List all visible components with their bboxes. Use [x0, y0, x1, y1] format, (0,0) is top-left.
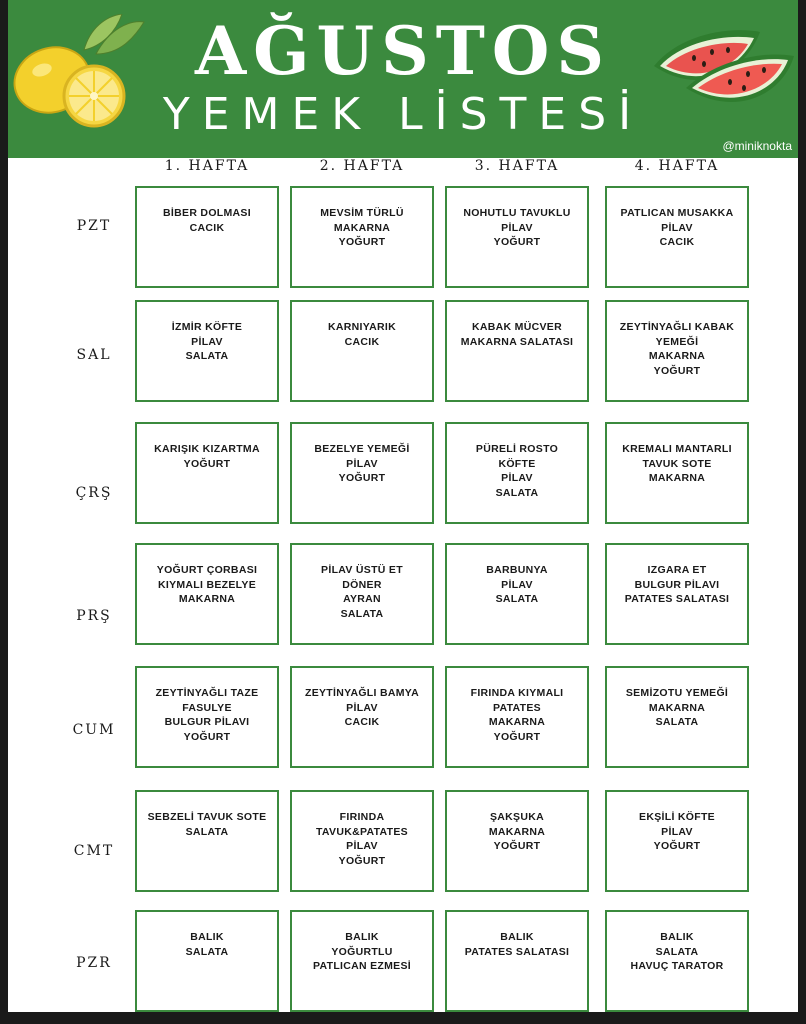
meal-item: SALATA	[340, 607, 384, 620]
menu-cell	[290, 186, 434, 288]
meal-item: SALATA	[185, 350, 229, 362]
meal-item: İZMİR KÖFTE	[171, 321, 243, 333]
header-banner	[8, 0, 798, 158]
meal-item: YOĞURT	[493, 730, 541, 743]
meal-item: YOĞURT ÇORBASI	[156, 564, 258, 576]
meal-item: SALATA	[655, 945, 699, 958]
day-label-prş: PRŞ	[76, 608, 112, 624]
meal-list	[141, 563, 273, 607]
meal-item: SALATA	[655, 716, 699, 728]
meal-item: YOĞURT	[653, 840, 701, 852]
meal-item: PİLAV	[346, 840, 378, 852]
menu-cell	[445, 186, 589, 288]
meal-item: BALIK	[500, 931, 534, 943]
menu-cell	[135, 422, 279, 524]
meal-list	[611, 442, 743, 486]
menu-cell	[135, 186, 279, 288]
meal-item: SALATA	[185, 945, 229, 958]
day-label-cum: CUM	[72, 722, 116, 738]
meal-item: IZGARA ET	[647, 564, 707, 576]
menu-cell	[605, 910, 749, 1012]
meal-item: PÜRELİ ROSTO	[475, 443, 559, 455]
meal-item: PİLAV ÜSTÜ ET	[321, 564, 403, 576]
meal-list	[141, 442, 273, 471]
meal-item: MAKARNA	[648, 472, 706, 484]
meal-item: SALATA	[495, 593, 539, 605]
menu-cell	[290, 910, 434, 1012]
menu-cell	[290, 543, 434, 645]
meal-item: SALATA	[185, 825, 229, 838]
meal-item: PATATES	[493, 701, 541, 714]
day-label-çrş: ÇRŞ	[75, 485, 113, 501]
meal-list	[141, 930, 273, 959]
menu-cell	[445, 910, 589, 1012]
meal-item: PİLAV	[501, 221, 533, 234]
meal-item: BULGUR PİLAVI	[634, 578, 720, 591]
day-label-pzt: PZT	[76, 218, 112, 234]
meal-item: YOĞURT	[338, 236, 386, 248]
page-title: AĞUSTOS	[194, 12, 612, 90]
meal-list	[296, 810, 428, 868]
meal-list	[611, 563, 743, 607]
week-header-2: 2. HAFTA	[319, 158, 405, 174]
meal-item: ZEYTİNYAĞLI KABAK	[619, 321, 735, 333]
meal-item: ZEYTİNYAĞLI BAMYA	[304, 687, 419, 699]
meal-item: PATLICAN MUSAKKA	[620, 207, 734, 219]
meal-item: PİLAV	[501, 578, 533, 591]
meal-item: KARIŞIK KIZARTMA	[154, 443, 260, 455]
meal-item: YOĞURT	[653, 364, 701, 377]
meal-item: KREMALI MANTARLI	[622, 443, 732, 455]
meal-list	[451, 206, 583, 250]
day-label-sal: SAL	[76, 347, 112, 363]
menu-cell	[135, 790, 279, 892]
meal-list	[296, 442, 428, 486]
meal-item: MAKARNA	[648, 701, 706, 714]
meal-list	[611, 686, 743, 730]
week-header-4: 4. HAFTA	[634, 158, 720, 174]
meal-item: YOĞURT	[338, 472, 386, 484]
day-label-pzr: PZR	[76, 955, 112, 971]
meal-list	[141, 320, 273, 364]
meal-item: FASULYE	[182, 701, 232, 714]
meal-list	[141, 810, 273, 839]
meal-list	[141, 206, 273, 235]
meal-list	[451, 320, 583, 349]
meal-item: TAVUK&PATATES	[316, 825, 408, 838]
meal-item: CACIK	[344, 335, 380, 348]
meal-item: MAKARNA	[488, 716, 546, 728]
meal-list	[451, 930, 583, 959]
meal-list	[451, 442, 583, 500]
meal-item: PİLAV	[661, 825, 693, 838]
meal-list	[451, 686, 583, 744]
menu-cell	[605, 543, 749, 645]
meal-item: BİBER DOLMASI	[163, 207, 251, 219]
meal-item: PATATES SALATASI	[464, 945, 570, 958]
meal-item: MAKARNA	[178, 593, 236, 605]
meal-list	[611, 320, 743, 378]
meal-list	[611, 206, 743, 250]
menu-cell	[605, 666, 749, 768]
day-label-cmt: CMT	[73, 843, 115, 859]
week-header-3: 3. HAFTA	[474, 158, 560, 174]
meal-item: MAKARNA	[488, 825, 546, 838]
meal-item: YOĞURT	[338, 854, 386, 867]
menu-cell	[135, 543, 279, 645]
watermelon-icon	[650, 26, 796, 116]
meal-item: PİLAV	[346, 457, 378, 470]
meal-item: EKŞİLİ KÖFTE	[639, 811, 715, 823]
meal-item: KÖFTE	[498, 457, 536, 470]
meal-item: YOĞURT	[183, 457, 231, 470]
meal-item: KARNIYARIK	[328, 321, 396, 333]
meal-item: NOHUTLU TAVUKLU	[463, 207, 571, 219]
meal-item: YOĞURT	[493, 840, 541, 852]
menu-cell	[290, 300, 434, 402]
meal-item: PATATES SALATASI	[624, 593, 730, 605]
week-header-1: 1. HAFTA	[164, 158, 250, 174]
meal-item: PİLAV	[501, 472, 533, 484]
meal-list	[451, 810, 583, 854]
meal-item: BEZELYE YEMEĞİ	[314, 443, 410, 455]
meal-item: DÖNER	[342, 578, 382, 591]
meal-item: BARBUNYA	[486, 564, 548, 576]
menu-cell	[605, 300, 749, 402]
meal-item: CACIK	[189, 221, 225, 234]
credit-handle: @miniknokta	[722, 139, 792, 153]
meal-item: SEBZELİ TAVUK SOTE	[147, 811, 267, 823]
menu-cell	[605, 790, 749, 892]
menu-cell	[445, 543, 589, 645]
meal-list	[296, 206, 428, 250]
meal-item: BALIK	[190, 931, 224, 943]
menu-cell	[135, 666, 279, 768]
menu-cell	[605, 186, 749, 288]
meal-list	[611, 810, 743, 854]
meal-item: MAKARNA	[333, 221, 391, 234]
meal-item: MAKARNA SALATASI	[460, 335, 574, 348]
meal-item: PATLICAN EZMESİ	[312, 960, 412, 972]
page-subtitle: YEMEK LİSTESİ	[162, 89, 644, 140]
menu-cell	[135, 300, 279, 402]
meal-list	[296, 686, 428, 730]
meal-item: BULGUR PİLAVI	[164, 716, 250, 728]
meal-item: KABAK MÜCVER	[472, 321, 562, 333]
menu-cell	[135, 910, 279, 1012]
menu-cell	[445, 422, 589, 524]
meal-list	[451, 563, 583, 607]
meal-item: PİLAV	[191, 335, 223, 348]
meal-item: YOĞURTLU	[331, 945, 393, 958]
meal-item: FIRINDA KIYMALI	[470, 687, 564, 699]
meal-item: ŞAKŞUKA	[489, 811, 545, 823]
meal-item: YOĞURT	[493, 236, 541, 248]
meal-item: SEMİZOTU YEMEĞİ	[625, 687, 729, 699]
menu-cell	[445, 666, 589, 768]
meal-item: TAVUK SOTE	[642, 457, 712, 470]
meal-item: MAKARNA	[648, 350, 706, 362]
meal-item: CACIK	[344, 716, 380, 728]
meal-item: YEMEĞİ	[655, 335, 699, 348]
menu-cell	[605, 422, 749, 524]
menu-cell	[290, 790, 434, 892]
meal-item: BALIK	[660, 931, 694, 943]
menu-cell	[290, 422, 434, 524]
meal-item: SALATA	[495, 486, 539, 499]
meal-item: PİLAV	[346, 701, 378, 714]
meal-item: BALIK	[345, 931, 379, 943]
meal-item: YOĞURT	[183, 730, 231, 743]
meal-item: HAVUÇ TARATOR	[630, 960, 724, 972]
meal-list	[296, 563, 428, 621]
menu-cell	[445, 790, 589, 892]
meal-item: FIRINDA	[339, 811, 385, 823]
meal-list	[141, 686, 273, 744]
meal-item: AYRAN	[343, 593, 381, 605]
meal-list	[296, 930, 428, 974]
meal-item: MEVSİM TÜRLÜ	[320, 207, 404, 219]
menu-page	[8, 0, 798, 1012]
menu-cell	[445, 300, 589, 402]
menu-cell	[290, 666, 434, 768]
meal-list	[296, 320, 428, 349]
meal-list	[611, 930, 743, 974]
meal-item: ZEYTİNYAĞLI TAZE	[155, 687, 259, 699]
meal-item: KIYMALI BEZELYE	[157, 578, 257, 591]
meal-item: CACIK	[659, 236, 695, 248]
meal-item: PİLAV	[661, 221, 693, 234]
